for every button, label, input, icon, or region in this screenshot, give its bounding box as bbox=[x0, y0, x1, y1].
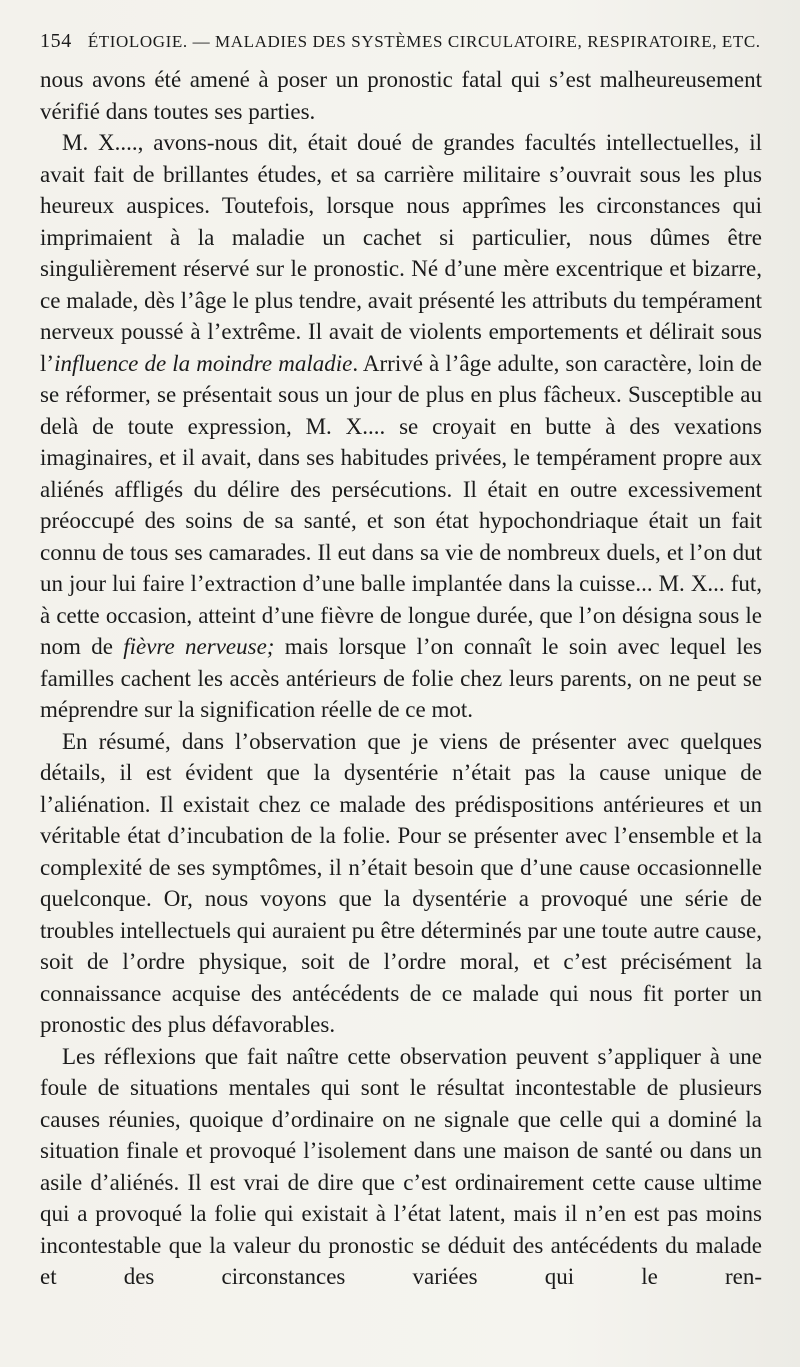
paragraph-continued: nous avons été amené à poser un pronostic fatal qui s’est malheureusement vérifié dans toutes ses parties. bbox=[40, 67, 762, 124]
paragraph-reflections: Les réflexions que fait naître cette observation peuvent s’appliquer à une foule de situations mentales qui sont le résultat incontestable de plusieurs causes réunies, quoique d’ordinaire on ne signale que celle qui a dominé la situation finale et provoqué l’isolement dans une maison de santé ou dans un asile d’aliénés. Il est vrai de dire que c’est ordinairement cette cause ultime qui a provoqué la folie qui existait à l’état latent, mais il n’en est pas moins incontestable que la valeur du pronostic se déduit des antécédents du malade et des circonstances variées qui le ren- bbox=[40, 1043, 762, 1289]
paragraph-summary: En résumé, dans l’observation que je viens de présenter avec quelques détails, il est évident que la dysentérie n’était pas la cause unique de l’aliénation. Il existait chez ce malade des prédispositions antérieures et un véritable état d’incubation de la folie. Pour se présenter avec l’ensemble et la complexité de ses symptômes, il n’était besoin que d’une cause occasionnelle quelconque. Or, nous voyons que la dysentérie a provoqué une série de troubles intellectuels qui auraient pu être déterminés par une toute autre cause, soit de l’ordre physique, soit de l’ordre moral, et c’est précisément la connaissance acquise des antécédents de ce malade qui nous fit porter un pronostic des plus défavorables. bbox=[40, 728, 762, 1037]
paragraph-text-segment: . Arrivé à l’âge adulte, son caractère, loin de se réformer, se présentait sous un jour de plus en plus fâcheux. Susceptible au delà de toute expression, M. X.... se croyait en butte à des vexations imaginaires, et il avait, dans ses habitudes privées, le tempérament propre aux aliénés affligés du délire des persécutions. Il était en outre excessivement préoccupé des soins de sa santé, et son état hypochondriaque était un fait connu de tous ses camarades. Il eut dans sa vie de nombreux duels, et l’on dut un jour lui faire l’extraction d’une balle implantée dans la cuisse... M. X... fut, à cette occasion, atteint d’une fièvre de longue durée, que l’on désigna sous le nom de bbox=[40, 350, 762, 659]
italic-phrase: influence de la moindre maladie bbox=[54, 350, 353, 376]
page-body bbox=[40, 64, 762, 1293]
running-title: ÉTIOLOGIE. — MALADIES DES SYSTÈMES CIRCULATOIRE, RESPIRATOIRE, ETC. bbox=[87, 32, 761, 51]
page-number: 154 bbox=[40, 30, 72, 52]
paragraph-text-segment: mais lorsque l’on connaît le soin avec lequel les familles cachent les accès antérieurs de folie chez leurs parents, on ne peut se méprendre sur la signification réelle de ce mot. bbox=[40, 634, 762, 722]
running-head bbox=[40, 30, 762, 54]
italic-phrase: fièvre nerveuse; bbox=[123, 634, 275, 659]
paragraph-case-history bbox=[40, 127, 762, 726]
paragraph-text-segment: M. X...., avons-nous dit, était doué de grandes facultés intellectuelles, il avait fait de brillantes études, et sa carrière militaire s’ouvrait sous les plus heureux auspices. Toutefois, lorsque nous apprîmes les circonstances qui imprimaient à la maladie un cachet si particulier, nous dûmes être singulièrement réservé sur le pronostic. Né d’une mère excentrique et bizarre, ce malade, dès l’âge le plus tendre, avait présenté les attributs du tempérament nerveux poussé à l’extrême. Il avait de violents emportements et délirait sous l’ bbox=[40, 130, 762, 376]
